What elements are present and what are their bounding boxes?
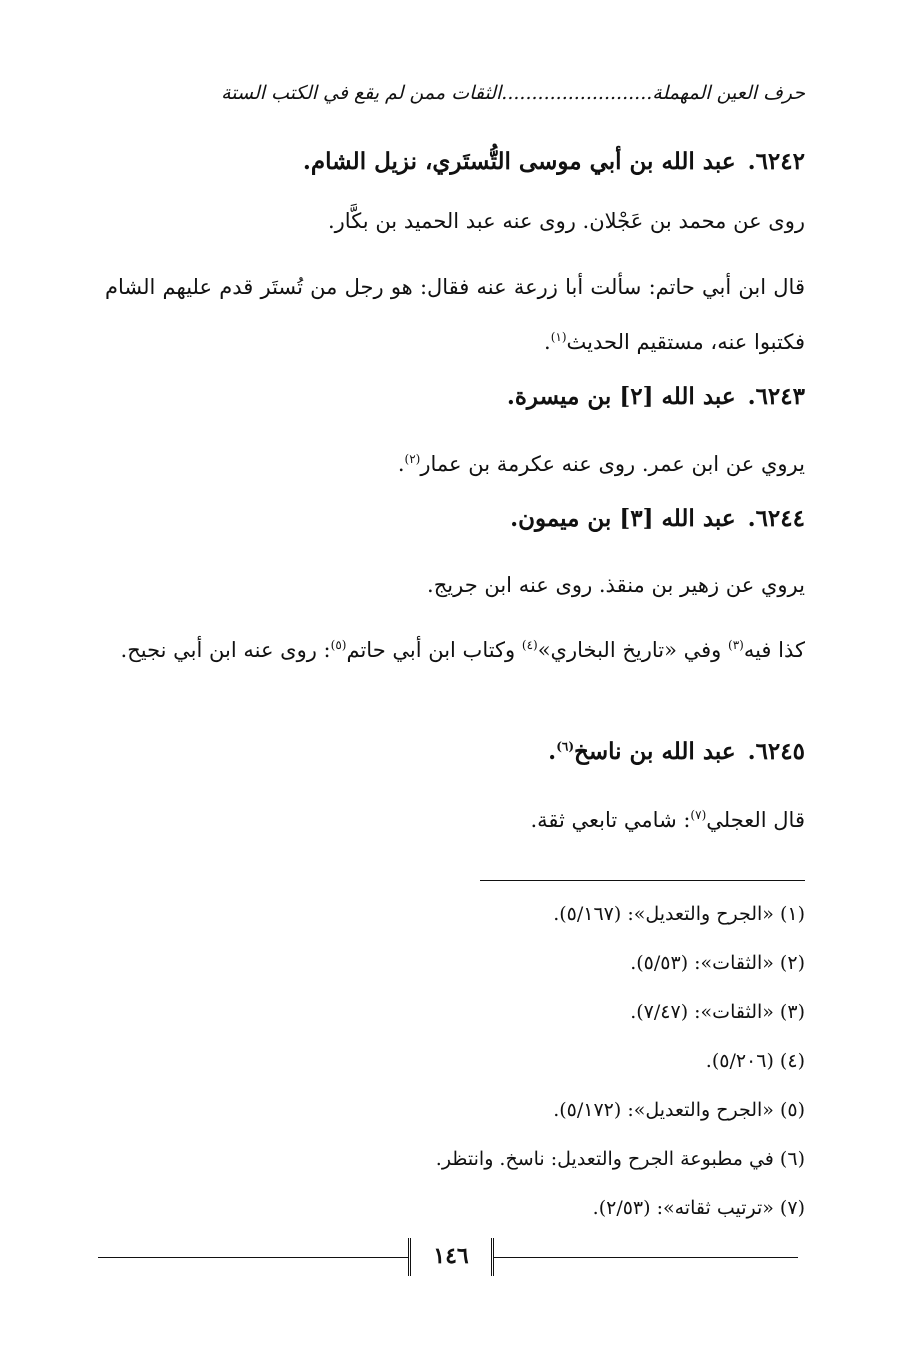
footnote-3: (٣) «الثقات»: (٧/٤٧). [630, 1001, 805, 1023]
note-text-a: كذا فيه [743, 638, 805, 662]
entry-name: عبد الله [٣] بن ميمون. [510, 505, 736, 532]
narration-end: . [397, 452, 405, 476]
entry-number: ٦٢٤٢. [747, 148, 805, 175]
running-header [99, 82, 805, 104]
header-book-title: الثقات ممن لم يقع في الكتب الستة [221, 82, 502, 104]
entry-6244-note [105, 620, 805, 675]
footnote-4: (٤) (٥/٢٠٦). [705, 1050, 805, 1072]
entry-6242-quote [105, 262, 805, 367]
quote-text: قال ابن أبي حاتم: سألت أبا زرعة عنه فقال: هو رجل من تُستَر قدم عليهم الشام فكتبوا عنه، مستقيم الحديث [105, 275, 805, 354]
footnote-ref-5: (٥) [330, 638, 347, 652]
footnotes-list [105, 892, 805, 1235]
footnote-ref-6: (٦) [556, 739, 575, 754]
entry-number: ٦٢٤٣. [747, 383, 805, 410]
footnote-5: (٥) «الجرح والتعديل»: (٥/١٧٢). [553, 1099, 805, 1121]
entry-6245-narration [530, 790, 805, 845]
entry-name: عبد الله بن ناسخ [574, 738, 736, 765]
note-text-c: وكتاب ابن أبي حاتم [346, 638, 522, 662]
entry-6244-narration: يروي عن زهير بن منقذ. روى عنه ابن جريج. [427, 573, 805, 597]
header-chapter: حرف العين المهملة......................... [501, 82, 805, 104]
note-text-d: : روى عنه ابن أبي نجيح. [120, 638, 331, 662]
footnote-ref-1: (١) [550, 330, 567, 344]
footnote-ref-3: (٣) [728, 638, 744, 652]
entry-title-6242 [303, 148, 805, 175]
entry-title-6245 [548, 738, 805, 765]
narration-text: يروي عن ابن عمر. روى عنه عكرمة بن عمار [420, 452, 805, 476]
entry-title-6244 [510, 505, 805, 532]
page-number: ١٤٦ [408, 1238, 494, 1276]
footnote-7: (٧) «ترتيب ثقاته»: (٢/٥٣). [592, 1197, 805, 1219]
entry-name: عبد الله [٢] بن ميسرة. [506, 383, 736, 410]
entry-name: عبد الله بن أبي موسى التُّستَري، نزيل الشام. [302, 148, 736, 175]
footnote-6: (٦) في مطبوعة الجرح والتعديل: ناسخ. وانتظر. [435, 1148, 805, 1170]
footnote-ref-7: (٧) [690, 808, 707, 822]
quote-end: . [544, 330, 551, 354]
footnote-2: (٢) «الثقات»: (٥/٥٣). [630, 952, 805, 974]
entry-name-end: . [548, 738, 557, 765]
footnote-ref-4: (٤) [521, 638, 538, 652]
entry-title-6243 [507, 383, 805, 410]
narration-end: : شامي تابعي ثقة. [530, 808, 691, 832]
footnote-ref-2: (٢) [404, 452, 421, 466]
note-text-b: وفي «تاريخ البخاري» [537, 638, 728, 662]
entry-6242-narration: روى عن محمد بن عَجْلان. روى عنه عبد الحميد بن بكَّار. [327, 209, 805, 233]
narration-text: قال العجلي [706, 808, 805, 832]
footnote-1: (١) «الجرح والتعديل»: (٥/١٦٧). [553, 903, 805, 925]
entry-number: ٦٢٤٥. [747, 738, 805, 765]
entry-6243-narration [398, 434, 805, 489]
footnote-separator [480, 880, 805, 881]
entry-number: ٦٢٤٤. [747, 505, 805, 532]
